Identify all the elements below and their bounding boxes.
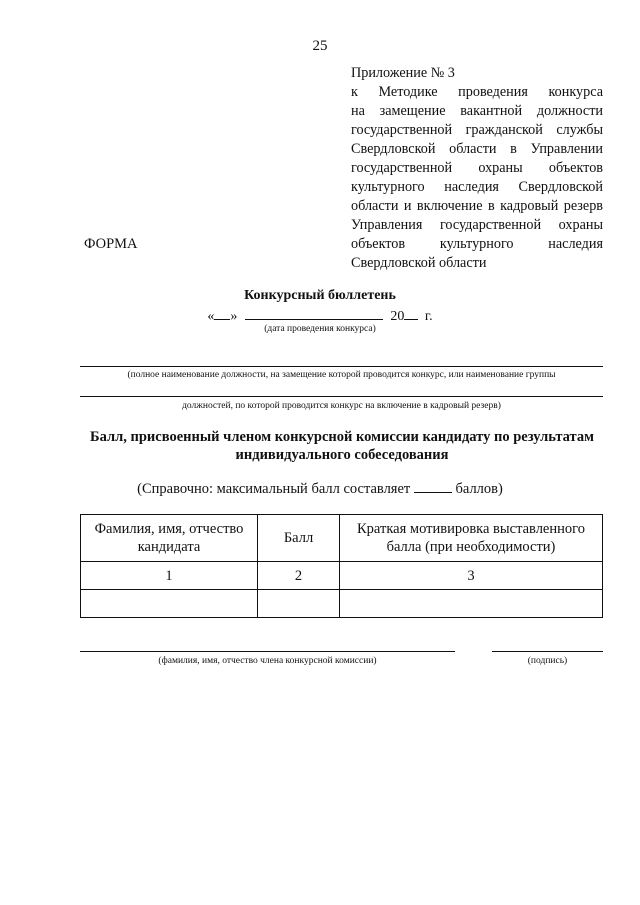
reference-note xyxy=(0,480,640,498)
year-blank[interactable] xyxy=(404,307,418,320)
year-suffix: г. xyxy=(424,309,433,324)
date-open-quote: « xyxy=(207,309,215,324)
annex-line: Свердловской области xyxy=(351,255,487,271)
score-cell[interactable] xyxy=(258,590,340,618)
member-name-caption: (фамилия, имя, отчество члена конкурсной комиссии) xyxy=(158,656,377,666)
annex-line: Управления государственной охраны xyxy=(351,217,603,233)
annex-block xyxy=(351,64,603,273)
score-table xyxy=(80,514,603,618)
table-number-row xyxy=(81,562,603,590)
annex-line: объектов культурного наследия xyxy=(351,236,603,252)
position-line-2[interactable] xyxy=(80,396,603,397)
annex-line: культурного наследия Свердловской xyxy=(351,179,603,195)
bulletin-title: Конкурсный бюллетень xyxy=(244,288,396,303)
signature-line[interactable] xyxy=(492,651,603,652)
section-heading: Балл, присвоенный членом конкурсной комиссии кандидату по результатам индивидуального собеседования xyxy=(90,429,594,463)
date-close-quote: » xyxy=(230,309,238,324)
motivation-cell[interactable] xyxy=(340,590,603,618)
date-row xyxy=(0,307,640,325)
reference-before: (Справочно: максимальный балл составляет xyxy=(137,481,411,497)
position-caption-1: (полное наименование должности, на замещение которой проводится конкурс, или наименование группы xyxy=(127,370,556,380)
column-number: 1 xyxy=(81,562,258,590)
annex-line: Приложение № 3 xyxy=(351,65,455,81)
month-blank[interactable] xyxy=(245,307,383,320)
header-motivation: Краткая мотивировка выставленного балла (при необходимости) xyxy=(340,515,603,562)
header-score: Балл xyxy=(258,515,340,562)
candidate-name-cell[interactable] xyxy=(81,590,258,618)
column-number: 2 xyxy=(258,562,340,590)
annex-line: государственной охраны объектов xyxy=(351,160,603,176)
annex-line: к Методике проведения конкурса xyxy=(351,84,603,100)
signature-caption: (подпись) xyxy=(527,656,568,666)
annex-line: области и включение в кадровый резерв xyxy=(351,198,603,214)
annex-line: государственной гражданской службы xyxy=(351,122,603,138)
date-caption: (дата проведения конкурса) xyxy=(264,324,376,334)
column-number: 3 xyxy=(340,562,603,590)
table-row xyxy=(81,590,603,618)
day-blank[interactable] xyxy=(214,307,230,320)
form-label: ФОРМА xyxy=(84,236,138,252)
year-prefix: 20 xyxy=(390,309,405,324)
header-candidate-name: Фамилия, имя, отчество кандидата xyxy=(81,515,258,562)
reference-after: баллов) xyxy=(455,481,503,497)
position-caption-2: должностей, по которой проводится конкурс на включение в кадровый резерв) xyxy=(182,401,501,411)
annex-line: на замещение вакантной должности xyxy=(351,103,603,119)
annex-line: Свердловской области в Управлении xyxy=(351,141,603,157)
max-score-blank[interactable] xyxy=(414,480,452,493)
page-number: 25 xyxy=(312,38,328,54)
position-line-1[interactable] xyxy=(80,366,603,367)
member-name-line[interactable] xyxy=(80,651,455,652)
table-header-row xyxy=(81,515,603,562)
